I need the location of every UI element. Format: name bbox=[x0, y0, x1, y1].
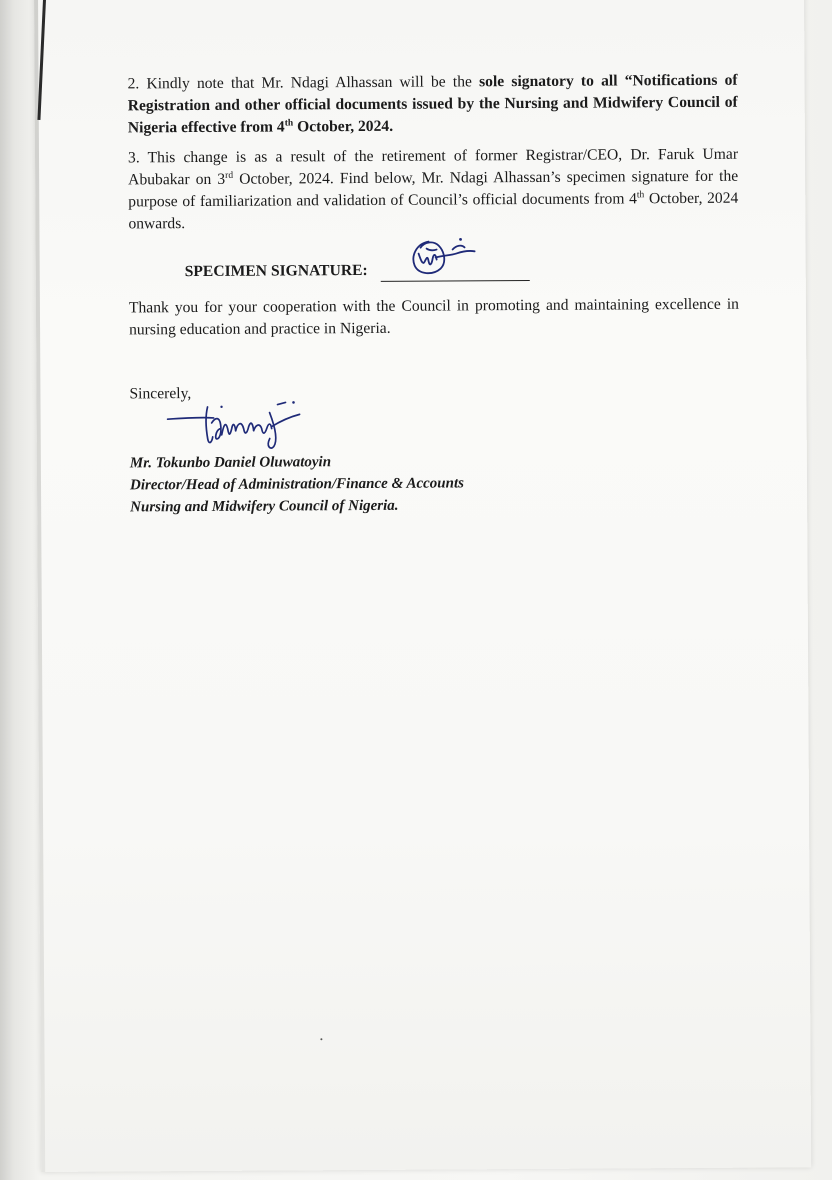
paragraph-2-bold-text: sole signatory to all “Notifications of Registration and other official documents issued by the Nursing and Midwifery Council of Nigeria effective from 4 bbox=[127, 71, 738, 137]
paragraph-3-text-3: October, 2024 onwards. bbox=[128, 189, 739, 233]
specimen-signature-row bbox=[185, 258, 739, 291]
paragraph-2-ordinal: th bbox=[284, 118, 294, 129]
paragraph-2-bold-date: October, 2024. bbox=[297, 117, 394, 136]
letter-body bbox=[127, 70, 740, 519]
signatory-block bbox=[130, 449, 740, 519]
page-edge bbox=[34, 0, 45, 1172]
director-signature-image bbox=[165, 398, 315, 451]
paragraph-3 bbox=[128, 144, 739, 236]
thank-you-paragraph: Thank you for your cooperation with the Council in promoting and maintaining excellence in nursing education and practice in Nigeria. bbox=[128, 295, 739, 339]
binding-mark bbox=[37, 0, 46, 120]
paragraph-3-ordinal-1: rd bbox=[225, 170, 234, 181]
paragraph-2-number: 2. bbox=[127, 75, 140, 93]
specimen-signature-image bbox=[398, 231, 488, 282]
paragraph-3-text-2: October, 2024. Find below, Mr. Ndagi Alhassan’s specimen signature for the purpose of familiarization and validation of Council’s official documents from 4 bbox=[128, 167, 739, 211]
signatory-title: Director/Head of Administration/Finance & Accounts bbox=[129, 475, 464, 494]
signatory-organization: Nursing and Midwifery Council of Nigeria. bbox=[130, 497, 399, 516]
paragraph-3-text-1: This change is as a result of the retirement of former Registrar/CEO, Dr. Faruk Umar Abubakar on 3 bbox=[128, 145, 739, 189]
paragraph-2 bbox=[127, 70, 737, 140]
paragraph-3-ordinal-2: th bbox=[636, 190, 645, 201]
letter-page bbox=[34, 0, 811, 1172]
paragraph-2-text: Kindly note that Mr. Ndagi Alhassan will be the bbox=[146, 73, 472, 93]
paper-speck bbox=[320, 1038, 322, 1040]
closing-salutation: Sincerely, bbox=[129, 385, 192, 403]
paragraph-3-number: 3. bbox=[127, 149, 140, 167]
signatory-name: Mr. Tokunbo Daniel Oluwatoyin bbox=[129, 454, 332, 472]
specimen-signature-label: SPECIMEN SIGNATURE: bbox=[184, 261, 368, 281]
